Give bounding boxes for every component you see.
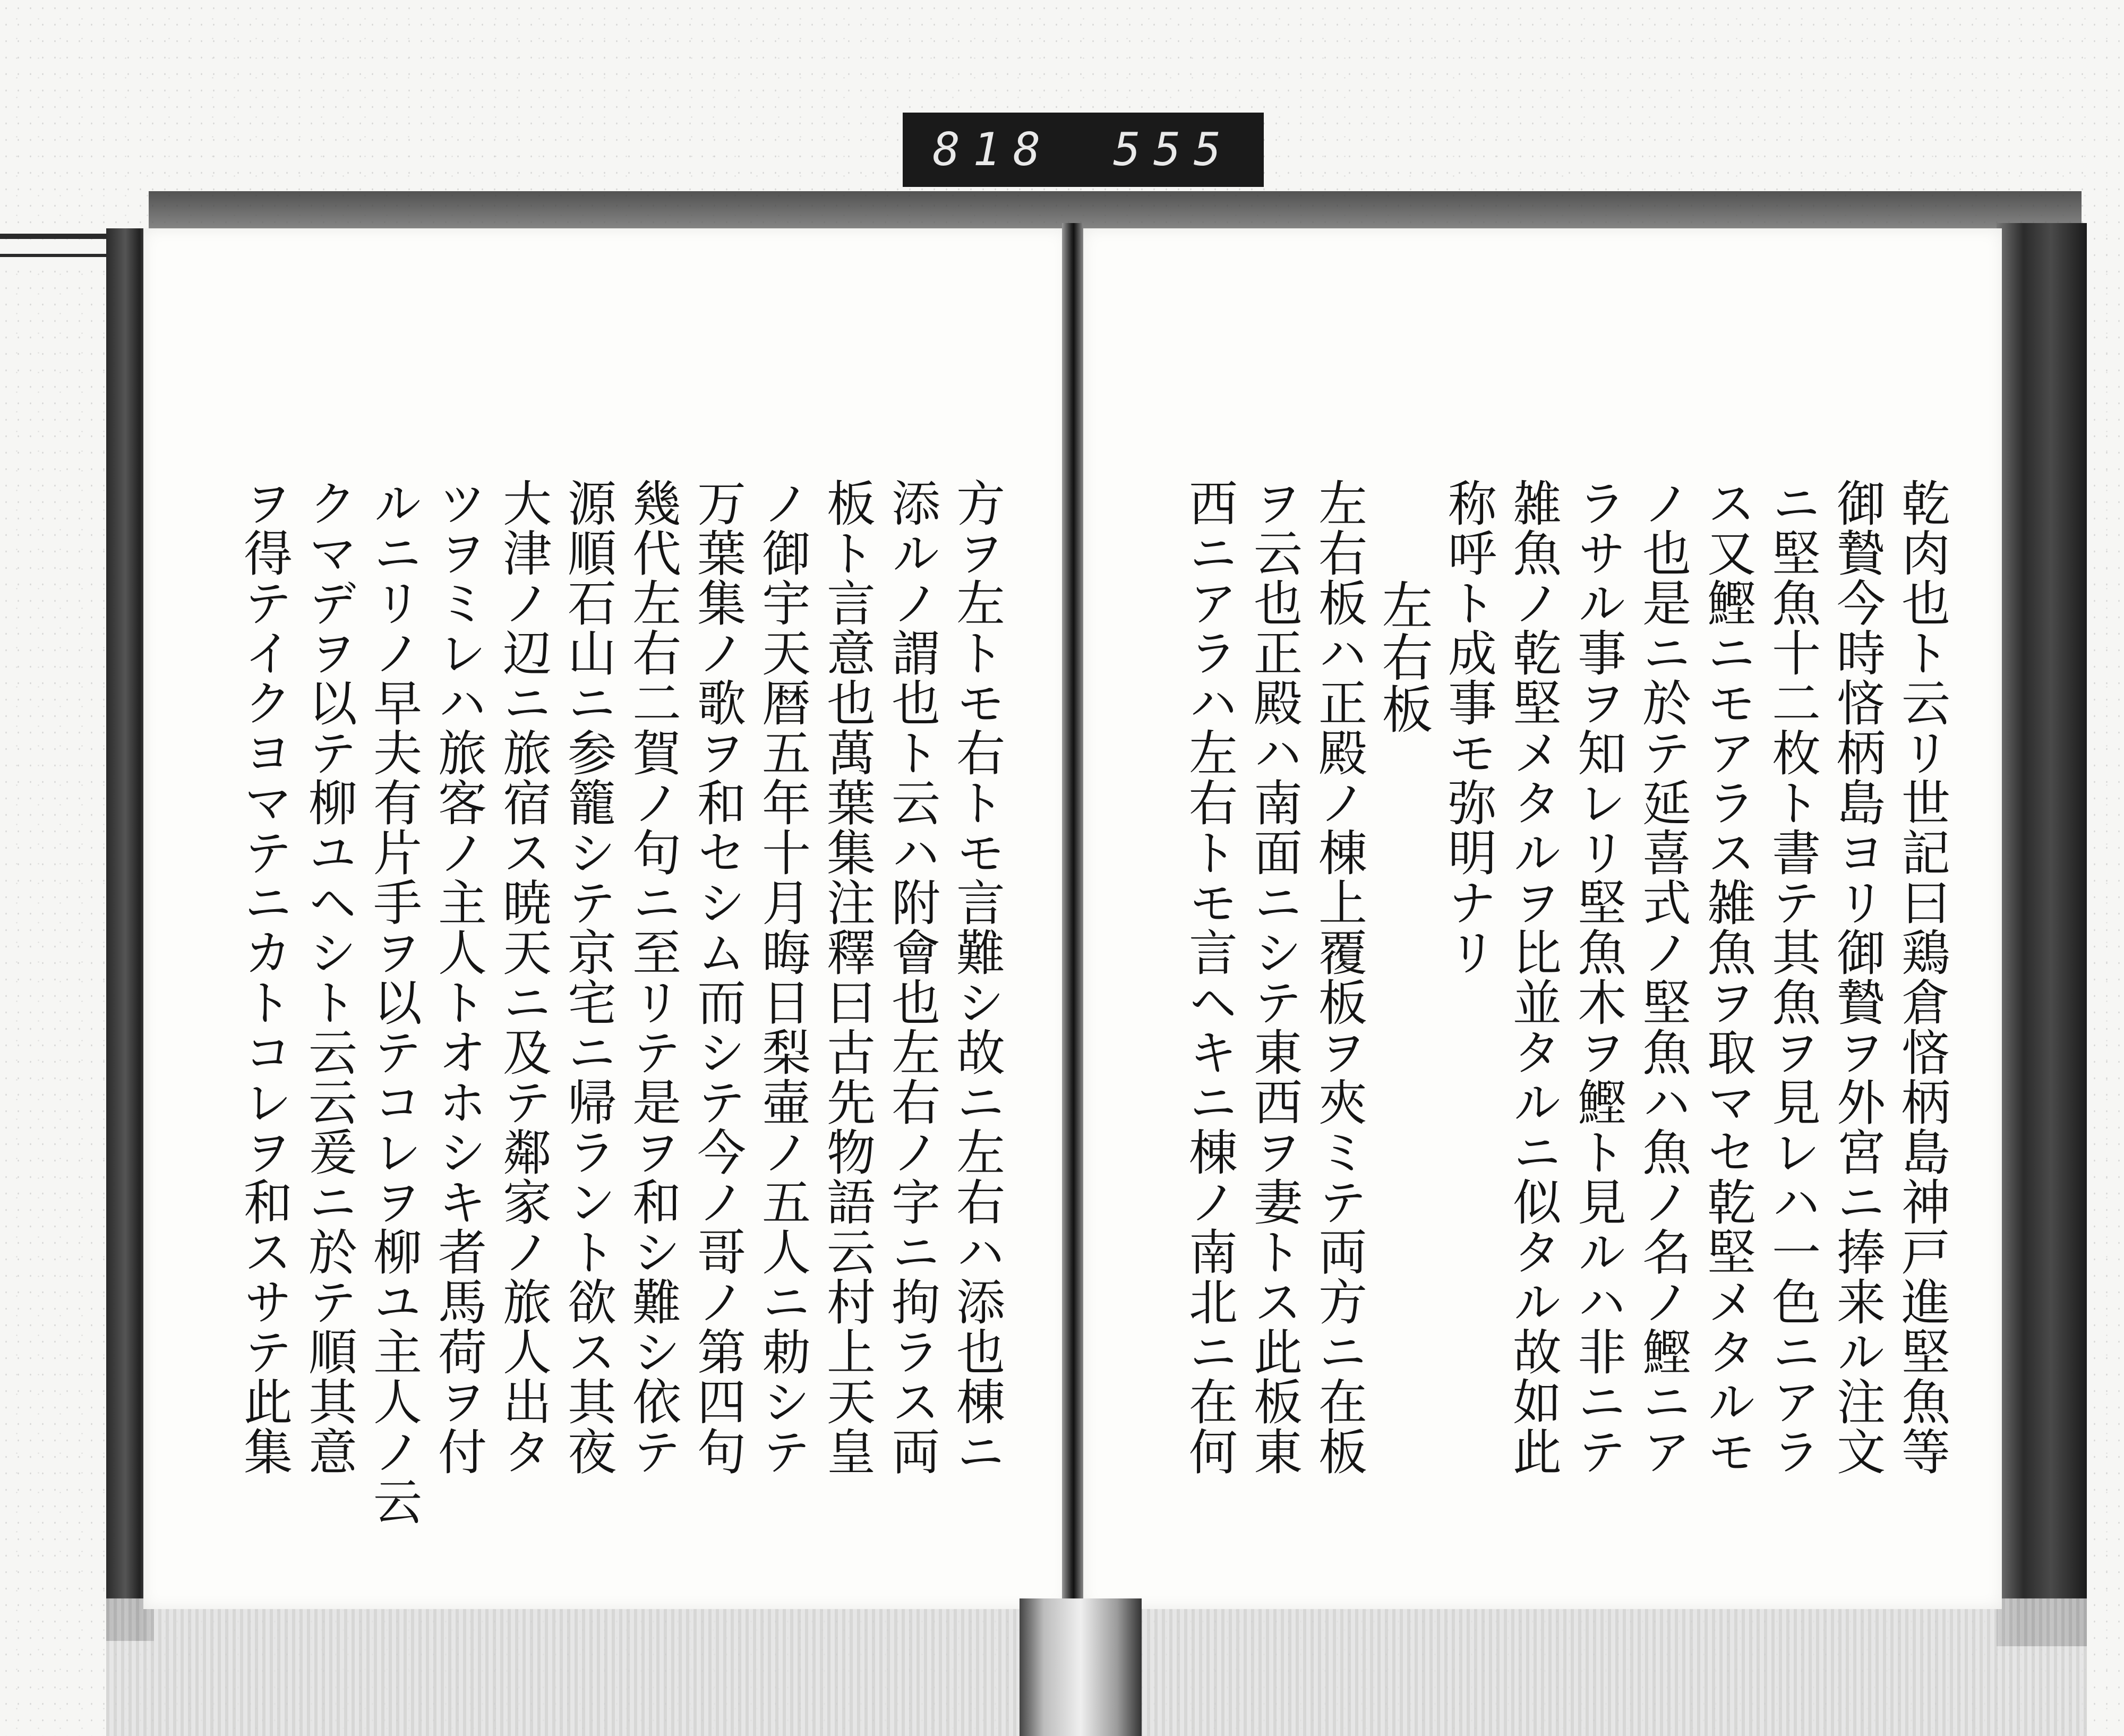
text-column: 御贄今時悋柄島ヨリ御贄ヲ外宮ニ捧来ル注文 (1829, 478, 1886, 1476)
text-column: 雑魚ノ乾堅メタルヲ比並タルニ似タル故如此 (1505, 478, 1562, 1476)
text-column: 左右板ハ正殿ノ棟上覆板ヲ夾ミテ両方ニ在板 (1311, 478, 1367, 1476)
section-heading: 左右板 (1374, 579, 1433, 735)
book-edge-right (1997, 223, 2087, 1646)
text-column: 乾肉也ト云リ世記曰鶏倉悋柄島神戸進堅魚等 (1894, 478, 1950, 1476)
text-column: ラサル事ヲ知レリ堅魚木ヲ鰹ト見ルハ非ニテ (1570, 478, 1626, 1476)
text-column: 添ルノ謂也ト云ハ附會也左右ノ字ニ拘ラス両 (884, 478, 940, 1476)
text-column: ノ御宇天暦五年十月晦日梨壷ノ五人ニ勅シテ (754, 478, 811, 1476)
text-column: 大津ノ辺ニ旅宿ス暁天ニ及テ鄰家ノ旅人出タ (495, 478, 552, 1476)
text-column: ヲ云也正殿ハ南面ニシテ東西ヲ妻トス此板東 (1246, 478, 1303, 1476)
text-column: 万葉集ノ歌ヲ和セシム而シテ今ノ哥ノ第四句 (689, 478, 746, 1476)
text-column: 源順石山ニ参籠シテ京宅ニ帰ラント欲ス其夜 (560, 478, 616, 1476)
catalog-number-label (903, 113, 1264, 187)
catalog-number-left: 818 (932, 123, 1054, 176)
text-column: 称呼ト成事モ弥明ナリ (1440, 478, 1497, 977)
text-column: ルニリノ早夫有片手ヲ以テコレヲ柳ユ主人ノ云 (365, 478, 422, 1526)
text-column: ノ也是ニ於テ延喜式ノ堅魚ハ魚ノ名ノ鰹ニア (1634, 478, 1691, 1476)
book-gutter (1062, 223, 1083, 1625)
catalog-number-right: 555 (1113, 123, 1234, 176)
text-column: ツヲミレハ旅客ノ主人トオホシキ者馬荷ヲ付 (430, 478, 487, 1476)
text-column: クマデヲ以テ柳ユヘシト云云爰ニ於テ順其意 (301, 478, 357, 1476)
text-column: 方ヲ左トモ右トモ言難シ故ニ左右ハ添也棟ニ (948, 478, 1005, 1476)
text-column: ヲ得テイクヨマテニカトコレヲ和スサテ此集 (236, 478, 293, 1476)
bookmark-ribbon (1020, 1598, 1142, 1736)
text-column: 幾代左右二賀ノ句ニ至リテ是ヲ和シ難シ依テ (624, 478, 681, 1476)
text-column: 西ニアラハ左右トモ言ヘキニ棟ノ南北ニ在何 (1181, 478, 1238, 1476)
right-page-text (1136, 478, 1954, 1513)
text-column: 板ト言意也萬葉集注釋曰古先物語云村上天皇 (819, 478, 876, 1476)
left-page-text (191, 478, 1009, 1526)
text-column: ニ堅魚十二枚ト書テ其魚ヲ見レハ一色ニアラ (1764, 478, 1821, 1476)
text-column: ス又鰹ニモアラス雑魚ヲ取マセ乾堅メタルモ (1699, 478, 1756, 1476)
